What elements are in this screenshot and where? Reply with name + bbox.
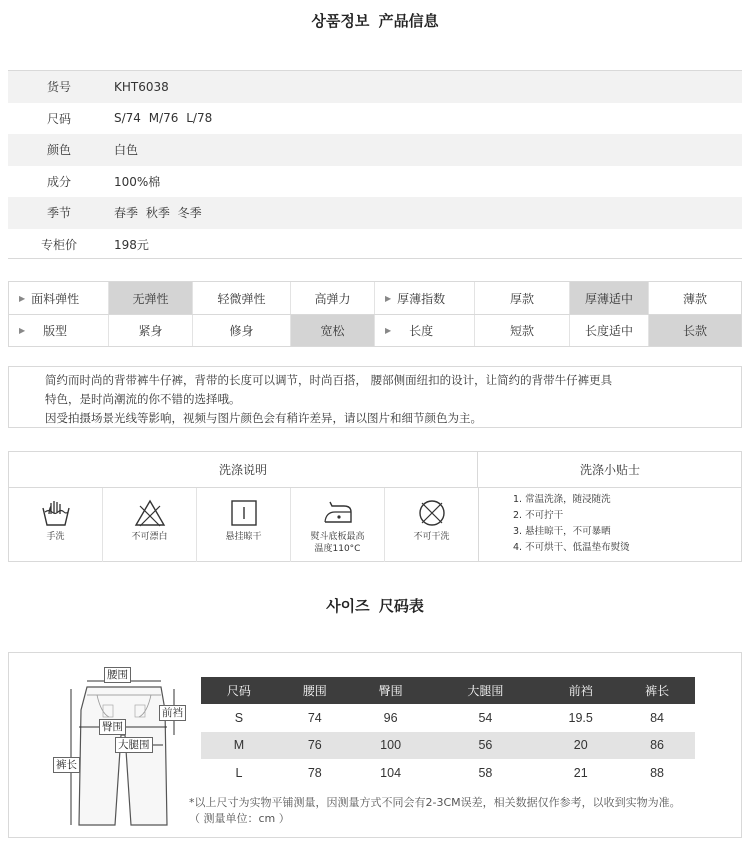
info-value: S/74 M/76 L/78 [114, 111, 213, 126]
attribute-option: 厚款 [474, 282, 569, 314]
info-row [8, 134, 742, 166]
attribute-row [9, 282, 741, 314]
table-cell: 88 [650, 765, 665, 780]
table-cell: 21 [573, 765, 588, 780]
pants-diagram [49, 665, 199, 835]
table-row [201, 732, 695, 760]
triangle-icon: ▶ [19, 326, 26, 335]
table-cell: 54 [478, 710, 493, 725]
attribute-option: 宽松 [290, 315, 374, 346]
pants-label-length: 裤长 [53, 757, 80, 773]
product-info-title-cn: 产品信息 [378, 12, 439, 30]
wash-item [103, 488, 197, 562]
info-key: 颜色 [46, 143, 71, 158]
info-row [8, 71, 742, 103]
info-row [8, 229, 742, 261]
wash-label: 悬挂晾干 [225, 532, 262, 542]
attribute-label-thickness: ▶ 厚薄指数 [374, 282, 474, 314]
info-row [8, 197, 742, 229]
info-key: 成分 [46, 174, 71, 189]
pants-label-hip: 臀围 [99, 719, 126, 735]
wash-item [385, 488, 478, 562]
table-cell: M [201, 732, 277, 760]
product-info-title-ko: 상품정보 [311, 12, 370, 30]
description-line: 简约而时尚的背带裤牛仔裤，背带的长度可以调节，时尚百搭， 腰部侧面纽扣的设计，让简约的背带牛仔裤更具 [45, 373, 613, 387]
attribute-option: 轻微弹性 [192, 282, 290, 314]
size-table [201, 677, 695, 787]
attribute-option: 长款 [648, 315, 741, 346]
tip-item: 3. 悬挂晾干，不可暴晒 [513, 526, 611, 537]
size-header-cell: 大腿围 [429, 677, 543, 704]
description-line: 因受拍摄场景光线等影响，视频与图片颜色会有稍许差异，请以图片和细节颜色为主。 [45, 411, 482, 425]
attribute-option: 短款 [474, 315, 569, 346]
size-header-cell: 前裆 [542, 677, 619, 704]
size-chart-box [8, 652, 742, 838]
size-title-ko: 사이즈 [326, 597, 370, 615]
pants-label-rise: 前裆 [159, 705, 186, 721]
triangle-icon: ▶ [385, 326, 392, 335]
hand-wash-icon [40, 498, 72, 528]
size-note [189, 795, 739, 827]
attributes-grid [8, 281, 742, 347]
info-value: KHT6038 [114, 79, 169, 94]
tip-item: 2. 不可拧干 [513, 510, 564, 521]
size-note-line: （ 测量单位：cm ） [189, 812, 290, 825]
description-line: 特色，是时尚潮流的你不错的选择哦。 [45, 392, 241, 406]
attribute-option: 无弹性 [108, 282, 192, 314]
table-cell: 56 [429, 732, 543, 760]
product-info-title [0, 10, 750, 31]
product-description [8, 366, 742, 428]
table-cell: 76 [277, 732, 353, 760]
washing-icons [9, 488, 478, 562]
tip-item: 1. 常温洗涤，随浸随洗 [513, 494, 611, 505]
wash-item [197, 488, 291, 562]
info-key: 尺码 [46, 111, 71, 126]
pants-label-thigh: 大腿围 [115, 737, 153, 753]
hang-dry-icon [228, 498, 260, 528]
attribute-label-fabric-elasticity: ▶ 面料弹性 [19, 291, 80, 306]
info-row [8, 103, 742, 135]
attribute-option: 厚薄适中 [569, 282, 648, 314]
table-cell: 96 [383, 710, 398, 725]
info-key: 货号 [46, 80, 71, 95]
info-key: 季节 [46, 206, 71, 221]
table-cell: 104 [380, 765, 402, 780]
table-cell: 78 [307, 765, 322, 780]
table-cell: L [235, 765, 243, 780]
attribute-option: 紧身 [108, 315, 192, 346]
table-cell: 84 [650, 710, 665, 725]
info-value: 100%棉 [114, 174, 161, 189]
table-cell: 74 [307, 710, 322, 725]
info-value: 198元 [114, 237, 149, 252]
table-cell: 86 [619, 732, 695, 760]
washing-section [8, 451, 742, 562]
triangle-icon: ▶ [385, 293, 392, 303]
size-title-cn: 尺码表 [378, 597, 424, 615]
size-table-header [201, 677, 695, 704]
attribute-option: 高弹力 [290, 282, 374, 314]
wash-item [291, 488, 385, 562]
table-row [201, 704, 695, 732]
size-section-title [0, 595, 750, 616]
washing-tips-title: 洗涤小贴士 [478, 452, 742, 488]
attribute-option: 长度适中 [569, 315, 648, 346]
wash-label: 不可干洗 [413, 532, 450, 542]
wash-label: 手洗 [46, 532, 65, 542]
wash-item [9, 488, 103, 562]
pants-label-waist: 腰围 [104, 667, 131, 683]
wash-label: 熨斗底板最高 温度110°C [310, 532, 365, 554]
wash-label: 不可漂白 [131, 532, 168, 542]
table-cell: 58 [478, 765, 493, 780]
info-row [8, 166, 742, 198]
info-key: 专柜价 [40, 237, 77, 252]
attribute-row [9, 314, 741, 346]
attribute-option: 修身 [192, 315, 290, 346]
info-value: 春季 秋季 冬季 [114, 206, 202, 221]
iron-icon [322, 498, 354, 528]
washing-tips [478, 488, 742, 562]
washing-instructions-title: 洗涤说明 [9, 452, 478, 488]
table-cell: 20 [542, 732, 619, 760]
product-info-table [8, 70, 742, 259]
attribute-label-length: ▶ 长度 [374, 315, 474, 346]
table-cell: 100 [353, 732, 429, 760]
attribute-option: 薄款 [648, 282, 741, 314]
tip-item: 4. 不可烘干、低温垫布熨烫 [513, 542, 630, 553]
info-value: 白色 [114, 143, 139, 158]
size-header-cell: 裤长 [619, 677, 695, 704]
attribute-label-fit: ▶ 版型 [19, 324, 68, 338]
no-dry-clean-icon [416, 498, 448, 528]
size-header-cell: 臀围 [353, 677, 429, 704]
size-header-cell: 腰围 [277, 677, 353, 704]
size-header-cell: 尺码 [201, 677, 277, 704]
table-cell: 19.5 [568, 710, 593, 725]
table-row [201, 759, 695, 787]
table-cell: S [234, 710, 244, 725]
triangle-icon: ▶ [19, 293, 26, 303]
size-note-line: *以上尺寸为实物平铺测量，因测量方式不同会有2-3CM误差，相关数据仅作参考，以收到实物为准。 [189, 796, 681, 809]
no-bleach-icon [134, 498, 166, 528]
